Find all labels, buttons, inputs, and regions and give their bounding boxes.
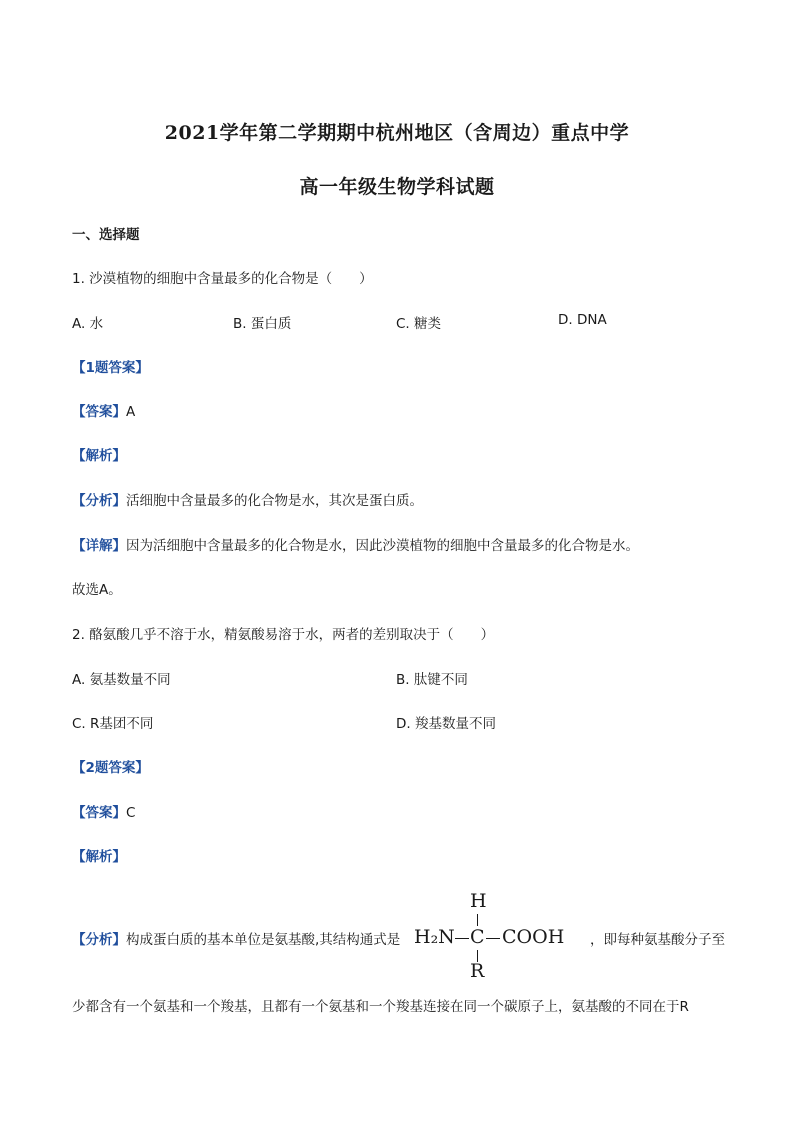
- q2-option-a: A. 氨基数量不同: [72, 672, 171, 688]
- q2-answer-value: C: [126, 805, 136, 821]
- q2-stem: 2. 酪氨酸几乎不溶于水，精氨酸易溶于水，两者的差别取决于（ ）: [72, 627, 495, 643]
- formula-central-carbon: C: [470, 926, 485, 948]
- amino-acid-formula: [412, 890, 582, 980]
- q2-answer: [72, 801, 135, 821]
- formula-bond-left: [455, 938, 469, 939]
- q2-option-c: C. R基团不同: [72, 716, 154, 732]
- q2-analysis-text-after: ，即每种氨基酸分子至: [590, 932, 725, 948]
- q1-detail: [72, 534, 639, 554]
- formula-amino-group: H₂N: [414, 926, 455, 948]
- q1-option-d: D. DNA: [558, 312, 607, 328]
- q1-analysis-tag: 【解析】: [72, 448, 126, 464]
- q1-stem: 1. 沙漠植物的细胞中含量最多的化合物是（ ）: [72, 271, 373, 287]
- q1-conclusion: 故选A。: [72, 582, 122, 598]
- formula-r-group: R: [470, 960, 485, 982]
- formula-bond-top: [477, 914, 478, 926]
- formula-carboxyl-group: COOH: [502, 926, 565, 948]
- q1-answer-value: A: [126, 404, 136, 420]
- section-heading: 一、选择题: [72, 227, 140, 243]
- q1-option-c: C. 糖类: [396, 316, 442, 332]
- q2-analysis-label: 【分析】: [72, 932, 126, 948]
- q2-analysis-text-before: 构成蛋白质的基本单位是氨基酸,其结构通式是: [126, 932, 401, 948]
- q1-analysis-text: 活细胞中含量最多的化合物是水，其次是蛋白质。: [126, 493, 423, 509]
- formula-bond-right: [486, 938, 500, 939]
- q2-analysis-line2: 少都含有一个氨基和一个羧基，且都有一个氨基和一个羧基连接在同一个碳原子上，氨基酸的不同在于R: [72, 999, 689, 1015]
- q1-answer-tag: 【1题答案】: [72, 360, 149, 376]
- q1-analysis: [72, 489, 423, 509]
- q2-answer-tag: 【2题答案】: [72, 760, 149, 776]
- q1-answer-label: 【答案】: [72, 404, 126, 420]
- q2-analysis-tag: 【解析】: [72, 849, 126, 865]
- q2-option-b: B. 肽键不同: [396, 672, 468, 688]
- q2-answer-label: 【答案】: [72, 805, 126, 821]
- q2-option-d: D. 羧基数量不同: [396, 716, 496, 732]
- q1-detail-label: 【详解】: [72, 538, 126, 554]
- q1-analysis-label: 【分析】: [72, 493, 126, 509]
- exam-subtitle: 高一年级生物学科试题: [299, 176, 495, 198]
- q2-analysis-part1: [72, 928, 400, 948]
- q1-detail-text: 因为活细胞中含量最多的化合物是水，因此沙漠植物的细胞中含量最多的化合物是水。: [126, 538, 639, 554]
- exam-title: 2021学年第二学期期中杭州地区（含周边）重点中学: [164, 122, 630, 144]
- formula-top-h: H: [470, 890, 487, 912]
- q1-option-a: A. 水: [72, 316, 104, 332]
- q1-option-b: B. 蛋白质: [233, 316, 292, 332]
- q1-answer: [72, 400, 135, 420]
